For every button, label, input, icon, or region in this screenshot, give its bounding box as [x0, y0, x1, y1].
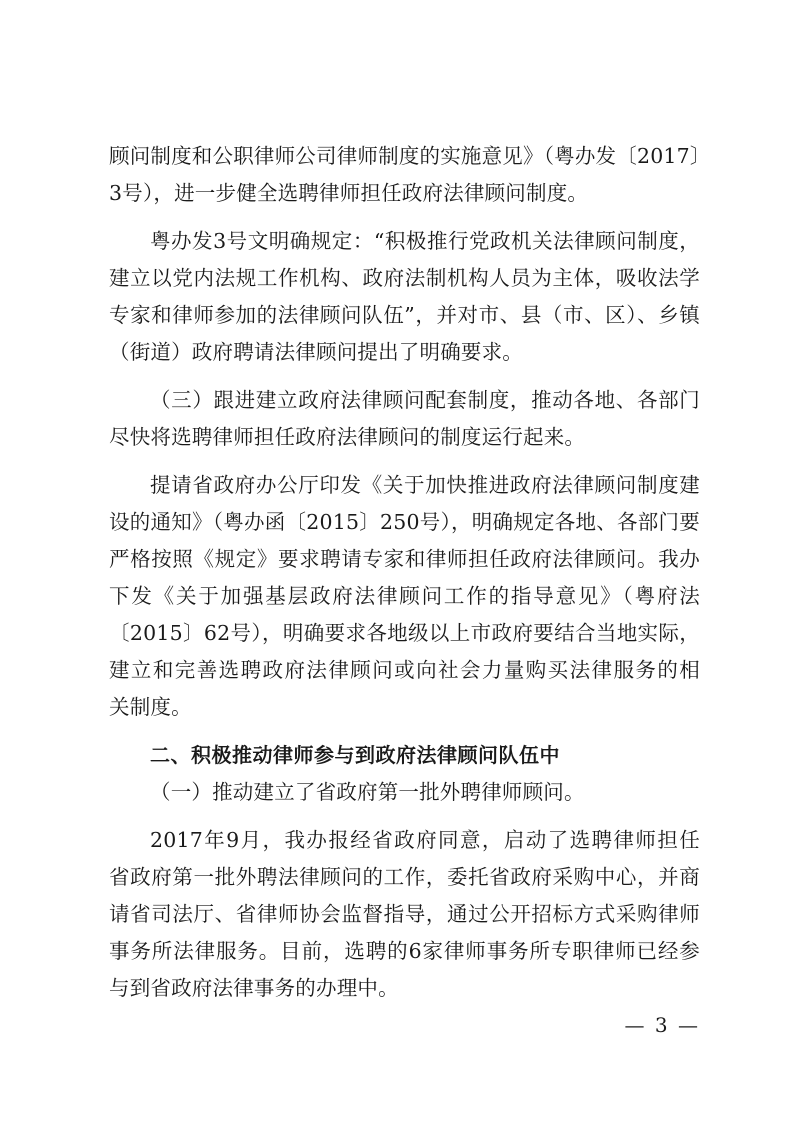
section-heading	[109, 737, 700, 774]
text-line: 〔2015〕62号），明确要求各地级以上市政府要结合当地实际，	[109, 621, 700, 645]
text-line: 专家和律师参加的法律顾问队伍”，并对市、县（市、区）、乡镇	[109, 303, 700, 327]
text-line: （街道）政府聘请法律顾问提出了明确要求。	[109, 340, 523, 364]
text-line: 3号），进一步健全选聘律师担任政府法律顾问制度。	[109, 181, 589, 205]
page-number: — 3 —	[624, 1013, 700, 1037]
text-line: 2017年9月，我办报经省政府同意，启动了选聘律师担任	[150, 828, 700, 852]
paragraph	[109, 822, 700, 1007]
text-line: 省政府第一批外聘法律顾问的工作，委托省政府采购中心，并商	[109, 865, 700, 889]
subsection-paragraph	[109, 774, 700, 811]
subsection-paragraph	[109, 382, 700, 456]
paragraph	[109, 467, 700, 726]
text-line: 严格按照《规定》要求聘请专家和律师担任政府法律顾问。我办	[109, 547, 700, 571]
text-line: 尽快将选聘律师担任政府法律顾问的制度运行起来。	[109, 425, 586, 449]
text-line: 提请省政府办公厅印发《关于加快推进政府法律顾问制度建	[150, 473, 700, 497]
text-line: 建立和完善选聘政府法律顾问或向社会力量购买法律服务的相	[109, 658, 700, 682]
text-line: 建立以党内法规工作机构、政府法制机构人员为主体，吸收法学	[109, 266, 700, 290]
text-line: 粤办发3号文明确规定：“积极推行党政机关法律顾问制度，	[150, 229, 700, 253]
text-line: 与到省政府法律事务的办理中。	[109, 976, 399, 1000]
paragraph-continuation	[109, 138, 711, 212]
text-line: 设的通知》（粤办函〔2015〕250号），明确规定各地、各部门要	[109, 510, 700, 534]
text-line: 顾问制度和公职律师公司律师制度的实施意见》（粤办发〔2017〕	[109, 144, 711, 168]
text-line: 事务所法律服务。目前，选聘的6家律师事务所专职律师已经参	[109, 939, 700, 963]
text-line: 请省司法厅、省律师协会监督指导，通过公开招标方式采购律师	[109, 902, 700, 926]
subsection-title-line: （三）跟进建立政府法律顾问配套制度，推动各地、各部门	[150, 388, 700, 412]
document-body	[109, 138, 711, 1007]
subsection-title-line: （一）推动建立了省政府第一批外聘律师顾问。	[150, 780, 585, 804]
section-heading-text: 二、积极推动律师参与到政府法律顾问队伍中	[150, 743, 560, 767]
paragraph	[109, 223, 700, 371]
text-line: 下发《关于加强基层政府法律顾问工作的指导意见》（粤府法	[109, 584, 700, 608]
text-line: 关制度。	[109, 695, 192, 719]
